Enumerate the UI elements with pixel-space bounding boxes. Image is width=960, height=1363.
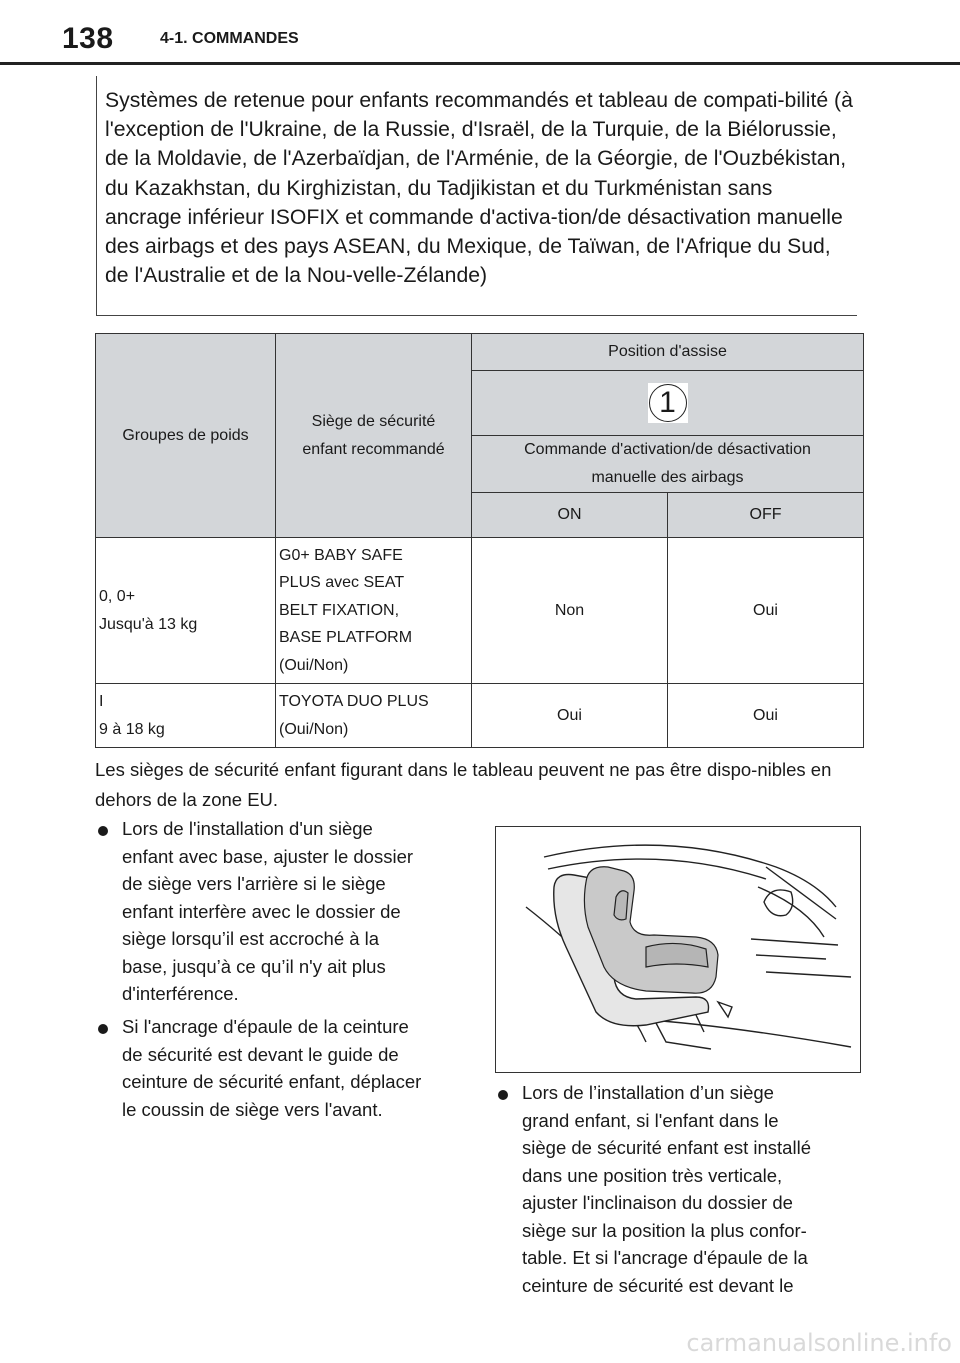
seat-line: PLUS avec SEAT xyxy=(279,574,405,592)
seat-line: G0+ BABY SAFE xyxy=(279,546,403,564)
header-airbag-switch xyxy=(472,436,864,493)
recommended-seat-cell xyxy=(276,684,472,748)
header-off xyxy=(668,493,864,538)
bullet-line: enfant avec base, ajuster le dossier xyxy=(122,845,414,867)
car-seat-icon xyxy=(496,827,860,1072)
header-divider xyxy=(0,62,960,65)
bullet-line: Si l'ancrage d'épaule de la ceinture xyxy=(122,1016,409,1037)
car-seat-illustration xyxy=(495,826,861,1073)
header-seat-line1: Siège de sécurité xyxy=(311,412,436,430)
intro-text: Systèmes de retenue pour enfants recommandés et tableau de compati-bilité (à l'exception de l'Ukraine, de la Russie, d'Israël, de la Turquie, de la Biélorussie, de la Moldavie, de l'Azerbaïdjan, de l'Arménie, de la Géorgie, de l'Ouzbékistan, du Kazakhstan, du Kirghizistan, du Tadjikistan et du Turkménistan sans ancrage inférieur ISOFIX et commande d'activa-tion/de désactivation manuelle des airbags et des pays ASEAN, du Mexique, de Taïwan, de l'Afrique du Sud, de l'Australie et de la Nou-velle-Zélande) xyxy=(105,89,853,288)
bullet-line: ceinture de sécurité est devant le xyxy=(522,1274,794,1296)
seat-line: BASE PLATFORM xyxy=(279,629,413,647)
header-recommended-seat xyxy=(276,334,472,538)
bullet-line: ajuster l'inclinaison du dossier de xyxy=(522,1192,793,1213)
on-value: Non xyxy=(554,601,585,619)
header-airbag-line1: Commande d'activation/de désactivation xyxy=(524,441,811,458)
header-airbag-line2: manuelle des airbags xyxy=(591,469,744,486)
bullet-dot-icon xyxy=(498,1090,508,1100)
page-number: 138 xyxy=(62,22,114,55)
position-1-badge xyxy=(648,383,688,423)
header-seating-position xyxy=(472,334,864,371)
bullet-dot-icon xyxy=(98,826,108,836)
seat-line: (Oui/Non) xyxy=(279,656,349,674)
recommended-seat-cell xyxy=(276,538,472,684)
bullet-shoulder-anchor xyxy=(98,1013,478,1123)
bullet-line: enfant interfère avec le dossier de xyxy=(122,900,401,922)
bullet-line: Lors de l’installation d’un siège xyxy=(522,1082,774,1103)
bullet-booster-seat xyxy=(498,1079,878,1299)
off-value-cell xyxy=(668,684,864,748)
on-value-cell xyxy=(472,684,668,748)
bullet-line: base, jusqu’à ce qu’il n'y ait plus xyxy=(122,955,386,977)
on-value: Oui xyxy=(557,706,582,724)
weight-group-cell xyxy=(96,684,276,748)
table-row xyxy=(96,684,864,748)
weight-group-line2: Jusqu'à 13 kg xyxy=(99,615,198,633)
bullet-line: de sécurité est devant le guide de xyxy=(122,1043,399,1065)
bullet-seat-base xyxy=(98,815,478,1008)
header-weight-groups xyxy=(96,334,276,538)
header-seating-position-label: Position d'assise xyxy=(608,343,727,360)
on-value-cell xyxy=(472,538,668,684)
intro-box xyxy=(96,76,857,316)
bullet-line: siège de sécurité enfant est installé xyxy=(522,1137,811,1158)
bullet-line: siège sur la position la plus confor- xyxy=(522,1219,807,1241)
weight-group-cell xyxy=(96,538,276,684)
bullet-line: dans une position très verticale, xyxy=(522,1164,783,1186)
weight-group-line2: 9 à 18 kg xyxy=(99,720,165,738)
bullet-line: ceinture de sécurité enfant, déplacer xyxy=(122,1071,422,1092)
header-on-label: ON xyxy=(557,506,582,523)
bullet-dot-icon xyxy=(98,1024,108,1034)
bullet-line: de siège vers l'arrière si le siège xyxy=(122,873,386,894)
off-value-cell xyxy=(668,538,864,684)
header-off-label: OFF xyxy=(749,506,782,523)
position-number: 1 xyxy=(649,384,687,422)
off-value: Oui xyxy=(753,706,778,724)
seat-line: TOYOTA DUO PLUS xyxy=(279,693,429,710)
header-position-number-cell xyxy=(472,371,864,436)
bullet-line: le coussin de siège vers l'avant. xyxy=(122,1098,383,1120)
weight-group-line1: I xyxy=(99,692,104,710)
weight-group-line1: 0, 0+ xyxy=(99,587,136,605)
seat-line: BELT FIXATION, xyxy=(279,601,400,619)
bullet-line: d'interférence. xyxy=(122,983,239,1004)
bullet-line: Lors de l'installation d'un siège xyxy=(122,818,373,839)
header-on xyxy=(472,493,668,538)
bullet-line: grand enfant, si l'enfant dans le xyxy=(522,1109,779,1131)
availability-note: Les sièges de sécurité enfant figurant dans le tableau peuvent ne pas être dispo-nibles en dehors de la zone EU. xyxy=(95,759,832,810)
bullet-line: siège lorsqu’il est accroché à la xyxy=(122,928,380,949)
compatibility-table xyxy=(95,333,864,748)
header-weight-groups-label: Groupes de poids xyxy=(122,426,249,444)
header-seat-line2: enfant recommandé xyxy=(302,440,445,458)
bullet-line: table. Et si l'ancrage d'épaule de la xyxy=(522,1247,808,1268)
section-title: 4-1. COMMANDES xyxy=(160,30,299,47)
table-row xyxy=(96,538,864,684)
off-value: Oui xyxy=(753,601,778,619)
watermark: carmanualsonline.info xyxy=(686,1329,952,1357)
seat-line: (Oui/Non) xyxy=(279,720,349,738)
